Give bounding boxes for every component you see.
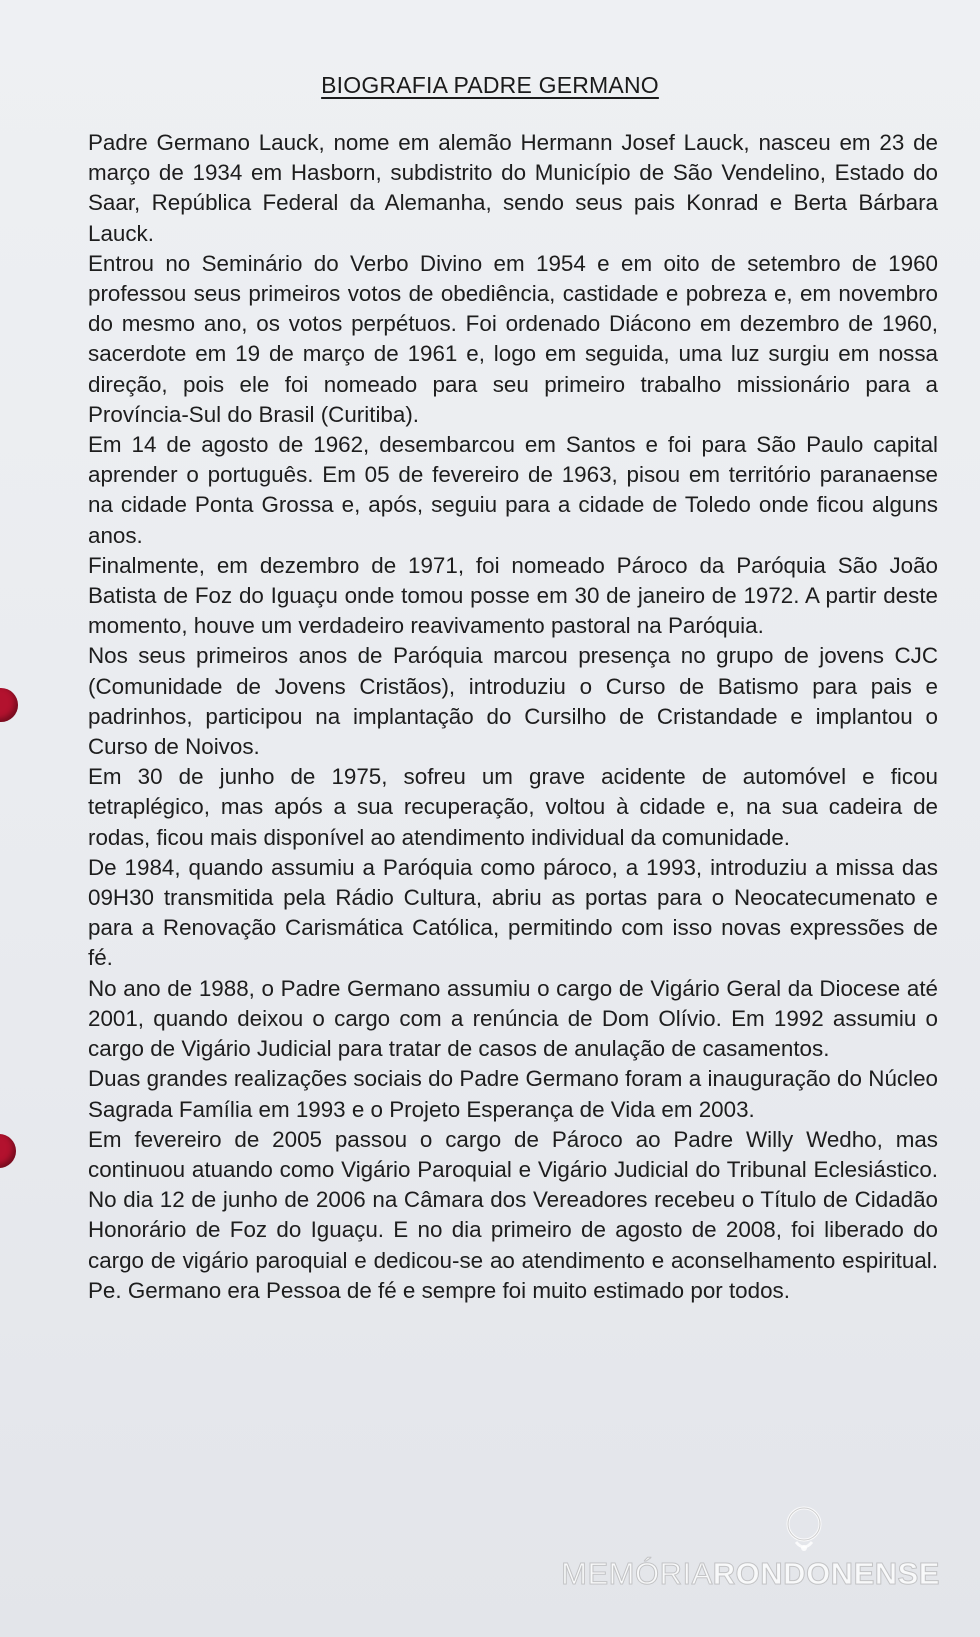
watermark-prefix: MEMÓRIA — [561, 1556, 713, 1591]
paragraph: No ano de 1988, o Padre Germano assumiu o cargo de Vigário Geral da Diocese até 2001, quando deixou o cargo com a renúncia de Dom Olívio. Em 1992 assumiu o cargo de Vigário Judicial para tratar de casos de anulação de casamentos. — [88, 975, 938, 1062]
paragraph: Duas grandes realizações sociais do Padre Germano foram a inauguração do Núcleo Sagrada Família em 1993 e o Projeto Esperança de Vida em 2003. — [88, 1066, 938, 1122]
paragraph: Em 30 de junho de 1975, sofreu um grave acidente de automóvel e ficou tetraplégico, mas após a sua recuperação, voltou à cidade e, na sua cadeira de rodas, ficou mais disponível ao atendimento individual da comunidade. — [88, 764, 938, 850]
paragraph: Entrou no Seminário do Verbo Divino em 1954 e em oito de setembro de 1960 professou seus primeiros votos de obediência, castidade e pobreza e, em novembro do mesmo ano, os votos perpétuos. Foi ordenado Diácono em dezembro de 1960, sacerdote em 19 de março de 1961 e, logo em seguida, uma luz surgiu em nossa direção, pois ele foi nomeado para seu primeiro trabalho missionário para a Província-Sul do Brasil (Curitiba). — [88, 250, 938, 427]
paragraph: Em fevereiro de 2005 passou o cargo de Pároco ao Padre Willy Wedho, mas continuou atuando como Vigário Paroquial e Vigário Judicial do Tribunal Eclesiástico. No dia 12 de junho de 2006 na Câmara dos Vereadores recebeu o Título de Cidadão Honorário de Foz do Iguaçu. E no dia primeiro de agosto de 2008, foi liberado do cargo de vigário paroquial e dedicou-se ao atendimento e aconselhamento espiritual. Pe. Germano era Pessoa de fé e sempre foi muito estimado por todos. — [88, 1126, 938, 1303]
document-body — [88, 128, 938, 1306]
document-title: BIOGRAFIA PADRE GERMANO — [321, 72, 659, 98]
paragraph: Nos seus primeiros anos de Paróquia marcou presença no grupo de jovens CJC (Comunidade de Jovens Cristãos), introduziu o Curso de Batismo para pais e padrinhos, participou na implantação do Cursilho de Cristandade e implantou o Curso de Noivos. — [88, 643, 938, 760]
paragraph: Em 14 de agosto de 1962, desembarcou em Santos e foi para São Paulo capital aprender o português. Em 05 de fevereiro de 1963, pisou em território paranaense na cidade Ponta Grossa e, após, seguiu para a cidade de Toledo onde ficou alguns anos. — [88, 432, 938, 548]
paragraph: De 1984, quando assumiu a Paróquia como pároco, a 1993, introduziu a missa das 09H30 transmitida pela Rádio Cultura, abriu as portas para o Neocatecumenato e para a Renovação Carismática Católica, permitindo com isso novas expressões de fé. — [88, 854, 938, 971]
watermark-suffix: RONDONENSE — [712, 1556, 940, 1591]
watermark-text — [500, 1556, 940, 1592]
paragraph: Finalmente, em dezembro de 1971, foi nomeado Pároco da Paróquia São João Batista de Foz do Iguaçu onde tomou posse em 30 de janeiro de 1972. A partir deste momento, houve um verdadeiro reavivamento pastoral na Paróquia. — [88, 552, 938, 639]
watermark-logo-icon — [778, 1504, 830, 1556]
punch-hole — [0, 688, 18, 722]
watermark — [500, 1494, 940, 1604]
paragraph: Padre Germano Lauck, nome em alemão Hermann Josef Lauck, nasceu em 23 de março de 1934 em Hasborn, subdistrito do Município de São Vendelino, Estado do Saar, República Federal da Alemanha, sendo seus pais Konrad e Berta Bárbara Lauck. — [88, 130, 938, 246]
punch-hole — [0, 1134, 16, 1168]
